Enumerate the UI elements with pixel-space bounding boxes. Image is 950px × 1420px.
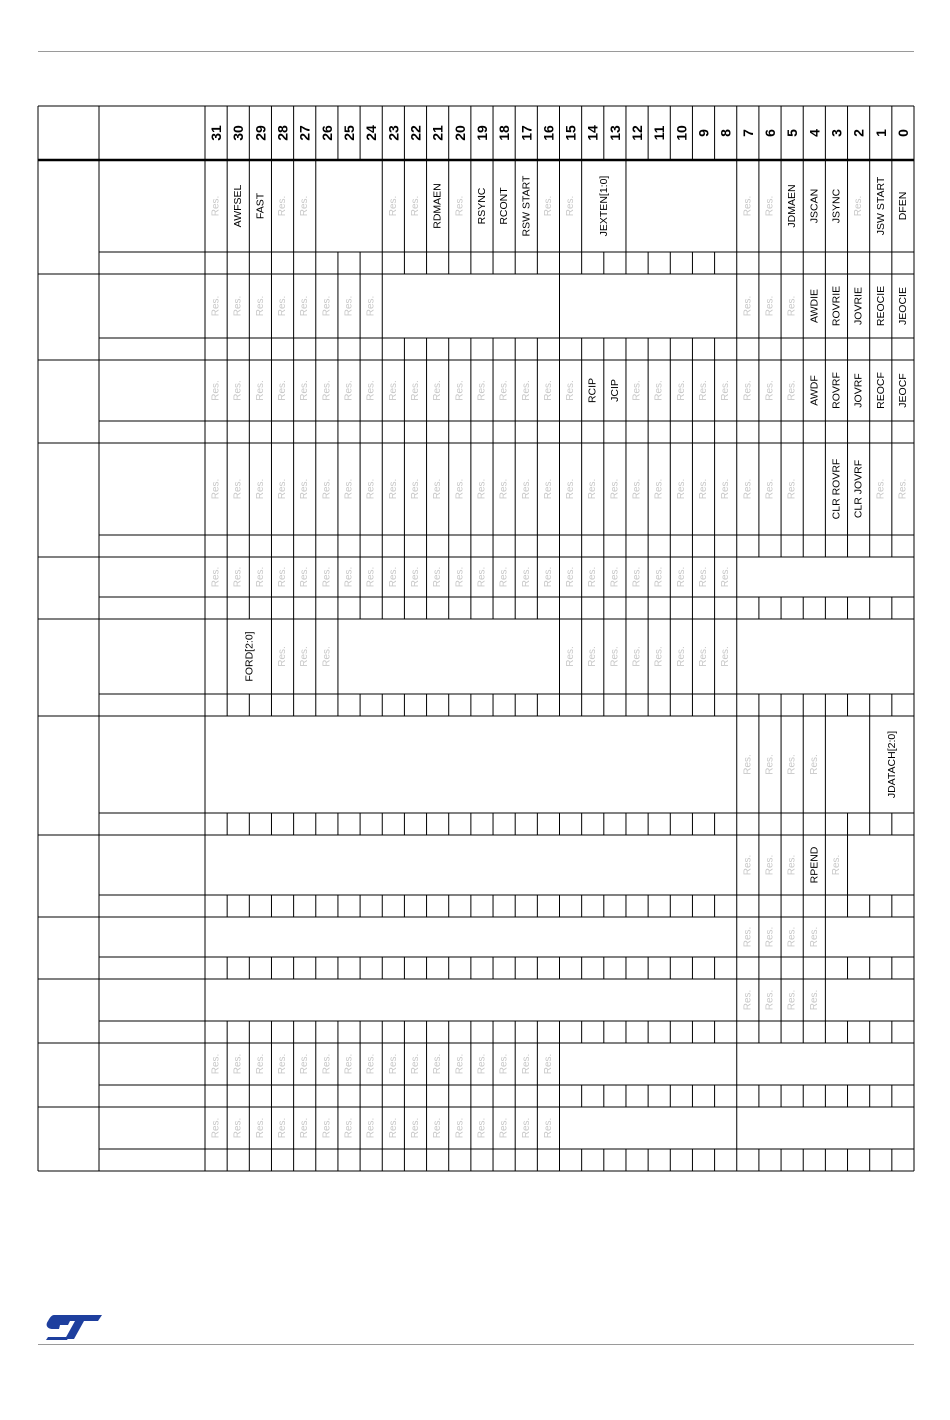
field-name: JSCAN	[808, 188, 821, 224]
reserved-field: Res.	[786, 295, 798, 317]
reserved-field: Res.	[498, 1053, 510, 1075]
bit-number-label: 1	[872, 129, 889, 137]
bit-number-label: 3	[828, 129, 845, 137]
reserved-field: Res.	[631, 566, 643, 588]
reserved-field: Res.	[565, 566, 577, 588]
bit-number-label: 13	[606, 125, 623, 141]
field-name: JDMAEN	[786, 184, 799, 228]
field-name: JDATACH[2:0]	[885, 730, 898, 799]
reserved-field: Res.	[698, 380, 710, 401]
field-name: RCIP	[586, 377, 599, 404]
reserved-field: Res.	[675, 646, 687, 667]
field-name: FORD[2:0]	[243, 631, 256, 682]
reserved-field: Res.	[609, 566, 621, 588]
reserved-field: Res.	[210, 1053, 222, 1075]
bit-number-label: 29	[252, 125, 269, 141]
field-name: RSW START	[520, 175, 533, 237]
reserved-field: Res.	[387, 478, 399, 500]
reserved-field: Res.	[299, 295, 311, 317]
bottom-rule	[38, 1344, 914, 1345]
bit-number-label: 10	[673, 125, 690, 141]
field-name: RSYNC	[475, 187, 488, 225]
field-name: JEOCIE	[896, 287, 909, 325]
reserved-field: Res.	[210, 478, 222, 500]
reserved-field: Res.	[764, 380, 776, 401]
reserved-field: Res.	[254, 566, 266, 588]
reserved-field: Res.	[277, 566, 289, 588]
reserved-field: Res.	[720, 478, 732, 500]
reserved-field: Res.	[232, 1053, 244, 1075]
reserved-field: Res.	[520, 566, 532, 588]
reserved-field: Res.	[387, 1053, 399, 1075]
reserved-field: Res.	[742, 926, 754, 948]
reserved-field: Res.	[277, 295, 289, 317]
reserved-field: Res.	[875, 478, 887, 500]
field-name: AWDF	[808, 375, 821, 406]
reserved-field: Res.	[387, 195, 399, 217]
bit-number-label: 8	[717, 129, 734, 137]
reserved-field: Res.	[343, 478, 355, 500]
reserved-field: Res.	[764, 854, 776, 876]
reserved-field: Res.	[498, 1117, 510, 1139]
bit-number-label: 31	[208, 125, 225, 141]
reserved-field: Res.	[808, 754, 820, 775]
reserved-field: Res.	[675, 478, 687, 500]
bit-number-label: 26	[318, 125, 335, 141]
reserved-field: Res.	[409, 1117, 421, 1139]
reserved-field: Res.	[299, 478, 311, 500]
reserved-field: Res.	[454, 478, 466, 500]
reserved-field: Res.	[476, 1117, 488, 1139]
field-name: REOCF	[874, 372, 887, 409]
field-name: RPEND	[808, 846, 821, 884]
reserved-field: Res.	[409, 380, 421, 401]
bit-number-label: 4	[806, 129, 823, 137]
reserved-field: Res.	[808, 989, 820, 1011]
reserved-field: Res.	[520, 478, 532, 500]
reserved-field: Res.	[321, 566, 333, 588]
reserved-field: Res.	[476, 478, 488, 500]
field-name: AWDIE	[808, 288, 821, 324]
bit-number-label: 6	[761, 129, 778, 137]
reserved-field: Res.	[565, 478, 577, 500]
bit-number-label: 15	[562, 125, 579, 141]
field-name: FAST	[254, 192, 267, 220]
reserved-field: Res.	[720, 566, 732, 588]
reserved-field: Res.	[764, 478, 776, 500]
reserved-field: Res.	[321, 1117, 333, 1139]
reserved-field: Res.	[476, 1053, 488, 1075]
reserved-field: Res.	[742, 989, 754, 1011]
reserved-field: Res.	[565, 195, 577, 217]
reserved-field: Res.	[343, 380, 355, 401]
reserved-field: Res.	[675, 566, 687, 588]
field-name: JSW START	[874, 176, 887, 236]
reserved-field: Res.	[210, 566, 222, 588]
reserved-field: Res.	[742, 754, 754, 775]
reserved-field: Res.	[232, 478, 244, 500]
reserved-field: Res.	[609, 478, 621, 500]
reserved-field: Res.	[808, 926, 820, 948]
reserved-field: Res.	[542, 566, 554, 588]
reserved-field: Res.	[365, 566, 377, 588]
field-name: JSYNC	[830, 188, 843, 224]
bit-number-label: 16	[540, 125, 557, 141]
bit-number-label: 22	[407, 125, 424, 141]
reserved-field: Res.	[277, 1117, 289, 1139]
bit-number-label: 28	[274, 125, 291, 141]
bit-number-label: 19	[473, 125, 490, 141]
bit-number-label: 24	[363, 125, 380, 141]
reserved-field: Res.	[343, 566, 355, 588]
field-name: CLR JOVRF	[852, 459, 865, 519]
bit-number-label: 21	[429, 125, 446, 141]
bit-number-label: 11	[651, 125, 668, 141]
reserved-field: Res.	[254, 478, 266, 500]
reserved-field: Res.	[432, 380, 444, 401]
reserved-field: Res.	[454, 566, 466, 588]
reserved-field: Res.	[653, 380, 665, 401]
reserved-field: Res.	[277, 646, 289, 667]
reserved-field: Res.	[786, 854, 798, 876]
reserved-field: Res.	[764, 295, 776, 317]
reserved-field: Res.	[343, 295, 355, 317]
reserved-field: Res.	[409, 1053, 421, 1075]
reserved-field: Res.	[698, 646, 710, 667]
reserved-field: Res.	[542, 1053, 554, 1075]
bit-number-label: 7	[739, 129, 756, 137]
reserved-field: Res.	[254, 380, 266, 401]
reserved-field: Res.	[365, 295, 377, 317]
reserved-field: Res.	[210, 380, 222, 401]
reserved-field: Res.	[786, 478, 798, 500]
reserved-field: Res.	[232, 566, 244, 588]
reserved-field: Res.	[786, 754, 798, 775]
reserved-field: Res.	[786, 380, 798, 401]
reserved-field: Res.	[476, 566, 488, 588]
reserved-field: Res.	[321, 646, 333, 667]
reserved-field: Res.	[365, 1117, 377, 1139]
reserved-field: Res.	[742, 195, 754, 217]
reserved-field: Res.	[897, 478, 909, 500]
reserved-field: Res.	[565, 380, 577, 401]
field-name: JOVRF	[852, 373, 865, 408]
field-name: JEXTEN[1:0]	[597, 175, 610, 237]
reserved-field: Res.	[409, 566, 421, 588]
bit-number-label: 30	[230, 125, 247, 141]
reserved-field: Res.	[254, 1117, 266, 1139]
reserved-field: Res.	[764, 195, 776, 217]
reserved-field: Res.	[542, 195, 554, 217]
reserved-field: Res.	[232, 295, 244, 317]
reserved-field: Res.	[299, 566, 311, 588]
bit-number-label: 27	[296, 125, 313, 141]
reserved-field: Res.	[698, 566, 710, 588]
reserved-field: Res.	[498, 380, 510, 401]
reserved-field: Res.	[299, 1117, 311, 1139]
bit-number-label: 0	[894, 129, 911, 137]
bit-number-label: 12	[629, 125, 646, 141]
reserved-field: Res.	[277, 195, 289, 217]
reserved-field: Res.	[432, 566, 444, 588]
reserved-field: Res.	[365, 1053, 377, 1075]
reserved-field: Res.	[409, 195, 421, 217]
reserved-field: Res.	[520, 1053, 532, 1075]
reserved-field: Res.	[454, 195, 466, 217]
reserved-field: Res.	[542, 380, 554, 401]
reserved-field: Res.	[631, 478, 643, 500]
reserved-field: Res.	[653, 566, 665, 588]
bit-number-label: 17	[518, 125, 535, 141]
reserved-field: Res.	[698, 478, 710, 500]
field-name: CLR ROVRF	[830, 458, 843, 520]
reserved-field: Res.	[742, 380, 754, 401]
reserved-field: Res.	[764, 754, 776, 775]
reserved-field: Res.	[742, 854, 754, 876]
reserved-field: Res.	[764, 926, 776, 948]
reserved-field: Res.	[299, 380, 311, 401]
reserved-field: Res.	[631, 646, 643, 667]
field-name: RDMAEN	[431, 183, 444, 229]
reserved-field: Res.	[210, 1117, 222, 1139]
reserved-field: Res.	[387, 380, 399, 401]
reserved-field: Res.	[542, 1117, 554, 1139]
reserved-field: Res.	[432, 1053, 444, 1075]
reserved-field: Res.	[720, 380, 732, 401]
bit-number-label: 23	[385, 125, 402, 141]
field-name: JCIP	[608, 379, 621, 402]
reserved-field: Res.	[786, 989, 798, 1011]
reserved-field: Res.	[454, 380, 466, 401]
reserved-field: Res.	[254, 295, 266, 317]
bit-number-label: 20	[451, 125, 468, 141]
reserved-field: Res.	[587, 646, 599, 667]
reserved-field: Res.	[853, 195, 865, 217]
reserved-field: Res.	[321, 1053, 333, 1075]
reserved-field: Res.	[232, 1117, 244, 1139]
reserved-field: Res.	[277, 380, 289, 401]
reserved-field: Res.	[764, 989, 776, 1011]
reserved-field: Res.	[321, 295, 333, 317]
reserved-field: Res.	[277, 478, 289, 500]
reserved-field: Res.	[232, 380, 244, 401]
reserved-field: Res.	[321, 380, 333, 401]
reserved-field: Res.	[520, 380, 532, 401]
reserved-field: Res.	[210, 295, 222, 317]
reserved-field: Res.	[520, 1117, 532, 1139]
reserved-field: Res.	[609, 646, 621, 667]
st-logo-icon	[44, 1311, 104, 1341]
reserved-field: Res.	[409, 478, 421, 500]
reserved-field: Res.	[587, 566, 599, 588]
reserved-field: Res.	[321, 478, 333, 500]
reserved-field: Res.	[387, 566, 399, 588]
reserved-field: Res.	[653, 646, 665, 667]
field-name: ROVRF	[830, 372, 843, 409]
reserved-field: Res.	[432, 1117, 444, 1139]
reserved-field: Res.	[742, 295, 754, 317]
reserved-field: Res.	[299, 195, 311, 217]
reserved-field: Res.	[432, 478, 444, 500]
field-name: REOCIE	[874, 285, 887, 327]
field-name: JOVRIE	[852, 287, 865, 325]
reserved-field: Res.	[277, 1053, 289, 1075]
reserved-field: Res.	[565, 646, 577, 667]
field-name: JEOCF	[896, 373, 909, 408]
bit-number-label: 25	[341, 125, 358, 141]
field-name: RCONT	[498, 187, 511, 225]
reserved-field: Res.	[786, 926, 798, 948]
reserved-field: Res.	[498, 478, 510, 500]
reserved-field: Res.	[631, 380, 643, 401]
bit-number-label: 2	[850, 129, 867, 137]
reserved-field: Res.	[210, 195, 222, 217]
bit-number-label: 18	[496, 125, 513, 141]
reserved-field: Res.	[299, 1053, 311, 1075]
reserved-field: Res.	[387, 1117, 399, 1139]
reserved-field: Res.	[254, 1053, 266, 1075]
reserved-field: Res.	[653, 478, 665, 500]
reserved-field: Res.	[365, 380, 377, 401]
reserved-field: Res.	[587, 478, 599, 500]
reserved-field: Res.	[299, 646, 311, 667]
field-name: ROVRIE	[830, 285, 843, 327]
field-name: DFEN	[896, 191, 909, 221]
reserved-field: Res.	[454, 1053, 466, 1075]
reserved-field: Res.	[343, 1117, 355, 1139]
reserved-field: Res.	[720, 646, 732, 667]
reserved-field: Res.	[675, 380, 687, 401]
reserved-field: Res.	[343, 1053, 355, 1075]
reserved-field: Res.	[476, 380, 488, 401]
reserved-field: Res.	[498, 566, 510, 588]
reserved-field: Res.	[365, 478, 377, 500]
reserved-field: Res.	[742, 478, 754, 500]
reserved-field: Res.	[542, 478, 554, 500]
bit-number-label: 5	[784, 129, 801, 137]
reserved-field: Res.	[454, 1117, 466, 1139]
bit-number-label: 9	[695, 129, 712, 137]
field-name: AWFSEL	[232, 184, 245, 228]
bit-number-label: 14	[584, 125, 601, 141]
reserved-field: Res.	[830, 854, 842, 876]
